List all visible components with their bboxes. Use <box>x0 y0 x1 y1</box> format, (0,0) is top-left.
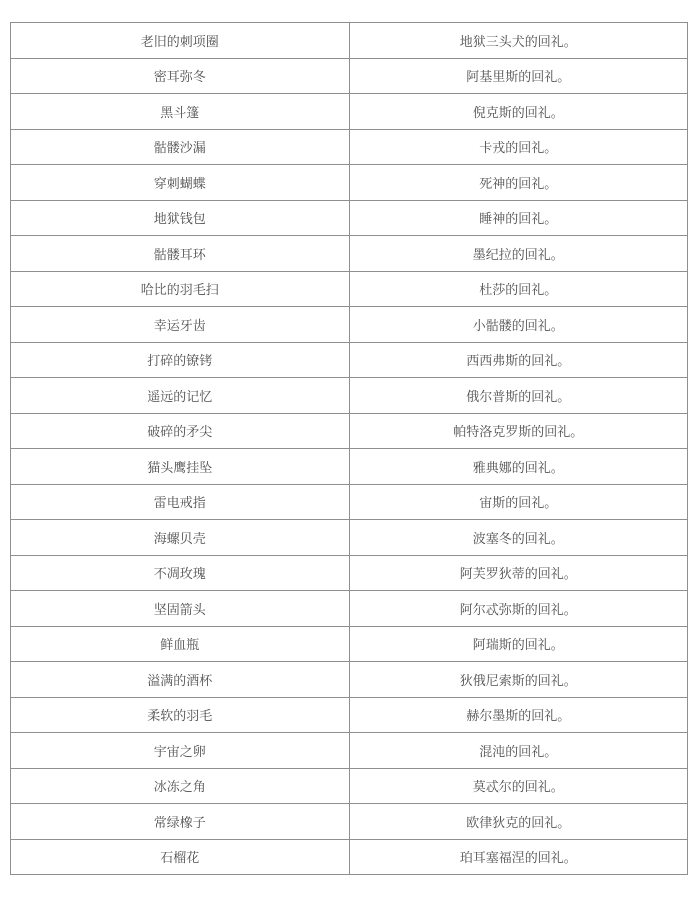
keepsake-name-cell: 幸运牙齿 <box>11 307 350 343</box>
gift-description-cell: 莫忒尔的回礼。 <box>349 768 688 804</box>
keepsake-name-cell: 冰冻之角 <box>11 768 350 804</box>
gift-description-cell: 死神的回礼。 <box>349 165 688 201</box>
table-row <box>11 768 688 804</box>
gift-description-cell: 雅典娜的回礼。 <box>349 449 688 485</box>
table-row <box>11 307 688 343</box>
gift-description-cell: 地狱三头犬的回礼。 <box>349 23 688 59</box>
table-row <box>11 200 688 236</box>
gift-description-cell: 倪克斯的回礼。 <box>349 94 688 130</box>
gift-description-cell: 睡神的回礼。 <box>349 200 688 236</box>
keepsake-name-cell: 骷髅耳环 <box>11 236 350 272</box>
table-row <box>11 236 688 272</box>
gift-description-cell: 混沌的回礼。 <box>349 733 688 769</box>
keepsake-name-cell: 雷电戒指 <box>11 484 350 520</box>
table-row <box>11 484 688 520</box>
keepsake-name-cell: 常绿橡子 <box>11 804 350 840</box>
table-row <box>11 271 688 307</box>
gift-description-cell: 杜莎的回礼。 <box>349 271 688 307</box>
table-row <box>11 413 688 449</box>
gift-description-cell: 宙斯的回礼。 <box>349 484 688 520</box>
gift-description-cell: 阿尔忒弥斯的回礼。 <box>349 591 688 627</box>
keepsake-name-cell: 地狱钱包 <box>11 200 350 236</box>
keepsake-name-cell: 鲜血瓶 <box>11 626 350 662</box>
table-row <box>11 555 688 591</box>
gift-description-cell: 珀耳塞福涅的回礼。 <box>349 839 688 875</box>
keepsake-name-cell: 打碎的镣铐 <box>11 342 350 378</box>
table-row <box>11 626 688 662</box>
keepsake-name-cell: 柔软的羽毛 <box>11 697 350 733</box>
gift-description-cell: 阿基里斯的回礼。 <box>349 58 688 94</box>
table-row <box>11 378 688 414</box>
gift-description-cell: 帕特洛克罗斯的回礼。 <box>349 413 688 449</box>
table-row <box>11 697 688 733</box>
keepsake-name-cell: 破碎的矛尖 <box>11 413 350 449</box>
keepsakes-table-body <box>11 23 688 875</box>
table-row <box>11 591 688 627</box>
keepsake-name-cell: 溢满的酒杯 <box>11 662 350 698</box>
keepsake-name-cell: 宇宙之卵 <box>11 733 350 769</box>
keepsake-name-cell: 穿刺蝴蝶 <box>11 165 350 201</box>
table-row <box>11 662 688 698</box>
table-row <box>11 804 688 840</box>
gift-description-cell: 卡戎的回礼。 <box>349 129 688 165</box>
table-row <box>11 23 688 59</box>
gift-description-cell: 阿瑞斯的回礼。 <box>349 626 688 662</box>
gift-description-cell: 阿芙罗狄蒂的回礼。 <box>349 555 688 591</box>
keepsake-name-cell: 哈比的羽毛扫 <box>11 271 350 307</box>
gift-description-cell: 墨纪拉的回礼。 <box>349 236 688 272</box>
gift-description-cell: 欧律狄克的回礼。 <box>349 804 688 840</box>
table-row <box>11 520 688 556</box>
keepsake-name-cell: 遥远的记忆 <box>11 378 350 414</box>
table-row <box>11 449 688 485</box>
keepsakes-table <box>10 22 688 875</box>
table-row <box>11 165 688 201</box>
gift-description-cell: 赫尔墨斯的回礼。 <box>349 697 688 733</box>
keepsake-name-cell: 猫头鹰挂坠 <box>11 449 350 485</box>
keepsake-name-cell: 海螺贝壳 <box>11 520 350 556</box>
table-row <box>11 58 688 94</box>
keepsake-name-cell: 石榴花 <box>11 839 350 875</box>
keepsake-name-cell: 骷髅沙漏 <box>11 129 350 165</box>
table-row <box>11 839 688 875</box>
keepsake-name-cell: 不凋玫瑰 <box>11 555 350 591</box>
keepsake-name-cell: 密耳弥冬 <box>11 58 350 94</box>
gift-description-cell: 西西弗斯的回礼。 <box>349 342 688 378</box>
table-row <box>11 342 688 378</box>
table-row <box>11 129 688 165</box>
keepsake-name-cell: 坚固箭头 <box>11 591 350 627</box>
gift-description-cell: 波塞冬的回礼。 <box>349 520 688 556</box>
gift-description-cell: 小骷髅的回礼。 <box>349 307 688 343</box>
table-row <box>11 94 688 130</box>
keepsake-name-cell: 老旧的刺项圈 <box>11 23 350 59</box>
keepsake-name-cell: 黑斗篷 <box>11 94 350 130</box>
gift-description-cell: 狄俄尼索斯的回礼。 <box>349 662 688 698</box>
gift-description-cell: 俄尔普斯的回礼。 <box>349 378 688 414</box>
table-row <box>11 733 688 769</box>
